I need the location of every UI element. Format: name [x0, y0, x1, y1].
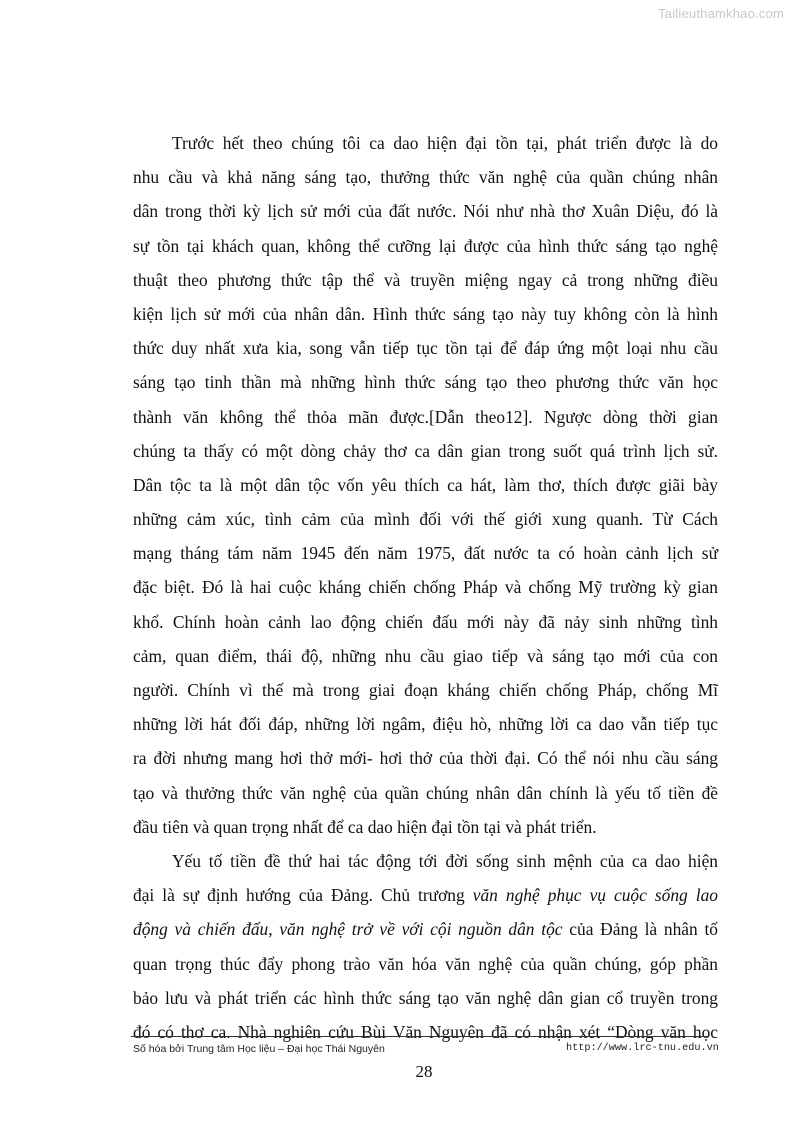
- text-line: bảo lưu và phát triển các hình thức sáng tạo văn nghệ dân gian cổ truyền trong: [133, 987, 718, 1008]
- italic-phrase: động và chiến đấu, văn nghệ trở về với cội nguồn dân tộc: [133, 919, 563, 940]
- text-line: khổ. Chính hoàn cảnh lao động chiến đấu mới này đã nảy sinh những tình: [133, 611, 718, 632]
- text-line: đó có thơ ca. Nhà nghiên cứu Bùi Văn Nguyên đã có nhận xét “Dòng văn học: [133, 1021, 718, 1042]
- text-line: mạng tháng tám năm 1945 đến năm 1975, đất nước ta có hoàn cảnh lịch sử: [133, 543, 718, 564]
- page-body: [133, 126, 718, 1049]
- text-line: những lời hát đối đáp, những lời ngâm, điệu hò, những lời ca dao vẫn tiếp tục: [133, 714, 718, 735]
- text-line: dân trong thời kỳ lịch sử mới của đất nước. Nói như nhà thơ Xuân Diệu, đó là: [133, 201, 718, 222]
- text-line: sáng tạo tinh thần mà những hình thức sáng tạo theo phương thức văn học: [133, 372, 718, 393]
- text-line: sự tồn tại khách quan, không thể cưỡng lại được của hình thức sáng tạo nghệ: [133, 235, 718, 256]
- text-line: đầu tiên và quan trọng nhất để ca dao hiện đại tồn tại và phát triển.: [133, 816, 597, 837]
- text-line: Trước hết theo chúng tôi ca dao hiện đại tồn tại, phát triển được là do: [172, 133, 718, 153]
- text-line: nhu cầu và khả năng sáng tạo, thưởng thức văn nghệ của quần chúng nhân: [133, 167, 718, 188]
- text-line: chúng ta thấy có một dòng chảy thơ ca dân gian trong suốt quá trình lịch sử.: [133, 440, 718, 461]
- paragraph-1: [133, 126, 718, 844]
- footer-source: Số hóa bởi Trung tâm Học liệu – Đại học Thái Nguyên: [133, 1043, 385, 1055]
- text-line: đặc biệt. Đó là hai cuộc kháng chiến chống Pháp và chống Mỹ trường kỳ gian: [133, 577, 718, 598]
- text-line: người. Chính vì thế mà trong giai đoạn kháng chiến chống Pháp, chống Mĩ: [133, 680, 718, 700]
- page-number: 28: [415, 1062, 433, 1081]
- text-line: thức duy nhất xưa kia, song vẫn tiếp tục tồn tại để đáp ứng một loại nhu cầu: [133, 338, 718, 359]
- italic-phrase: văn nghệ phục vụ cuộc sống lao: [472, 885, 718, 906]
- paragraph-2: [133, 844, 718, 1049]
- footer-divider: [131, 1036, 709, 1037]
- text-line-mixed: [133, 912, 718, 946]
- text-line: kiện lịch sử mới của nhân dân. Hình thức sáng tạo này tuy không còn là hình: [133, 303, 718, 324]
- footer-url[interactable]: http://www.lrc-tnu.edu.vn: [566, 1043, 719, 1054]
- text-line: quan trọng thúc đẩy phong trào văn hóa văn nghệ của quần chúng, góp phần: [133, 953, 718, 974]
- text-line: Yếu tố tiền đề thứ hai tác động tới đời sống sinh mệnh của ca dao hiện: [172, 850, 718, 871]
- text-line: những cảm xúc, tình cảm của mình đối với thế giới xung quanh. Từ Cách: [133, 509, 718, 530]
- text-line-mixed: [133, 878, 718, 912]
- text-line: thuật theo phương thức tập thể và truyền miệng ngay cả trong những điều: [133, 269, 718, 290]
- text-span: của Đảng là nhân tố: [562, 919, 718, 940]
- text-line: Dân tộc ta là một dân tộc vốn yêu thích ca hát, làm thơ, thích được giãi bày: [133, 474, 718, 495]
- text-line: cảm, quan điểm, thái độ, những nhu cầu giao tiếp và sáng tạo mới của con: [133, 645, 718, 666]
- text-line: thành văn không thể thỏa mãn được.[Dẫn theo12]. Ngược dòng thời gian: [133, 406, 718, 427]
- text-line: tạo và thưởng thức văn nghệ của quần chúng nhân dân chính là yếu tố tiền đề: [133, 782, 718, 803]
- text-line: ra đời nhưng mang hơi thở mới- hơi thở của thời đại. Có thể nói nhu cầu sáng: [133, 748, 718, 769]
- watermark-text: Tailieuthamkhao.com: [658, 6, 784, 21]
- text-span: đại là sự định hướng của Đảng. Chủ trương: [133, 885, 473, 906]
